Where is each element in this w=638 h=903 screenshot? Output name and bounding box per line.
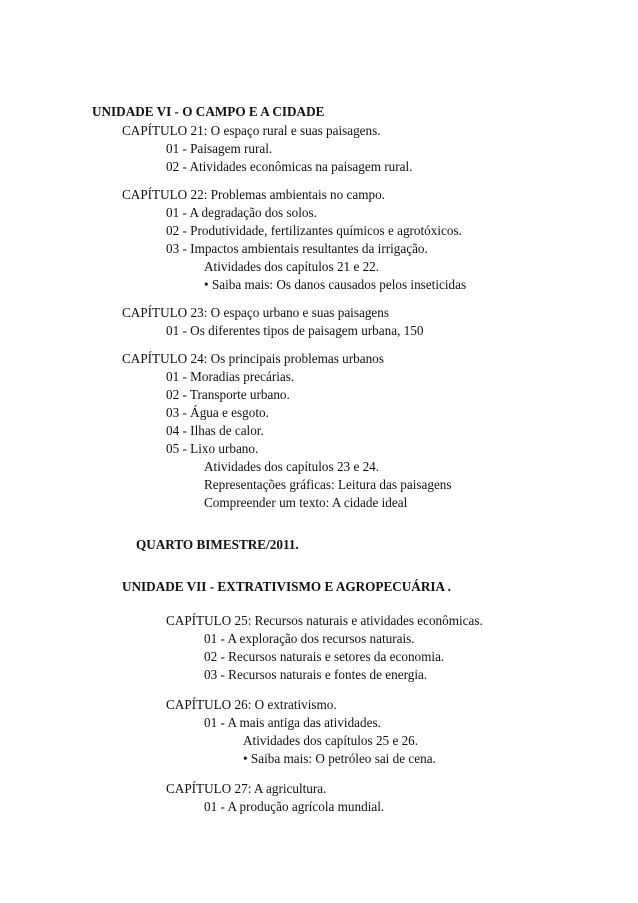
chapter-22-item: 01 - A degradação dos solos. bbox=[166, 205, 317, 220]
chapter-25-item: 02 - Recursos naturais e setores da economia. bbox=[204, 649, 445, 664]
chapter-21-item: 02 - Atividades econômicas na paisagem rural. bbox=[166, 159, 413, 174]
chapter-25-item: 03 - Recursos naturais e fontes de energia. bbox=[204, 667, 428, 682]
chapter-26-title: CAPÍTULO 26: O extrativismo. bbox=[166, 697, 337, 712]
chapter-27-item: 01 - A produção agrícola mundial. bbox=[204, 799, 385, 814]
chapter-24-item: 04 - Ilhas de calor. bbox=[166, 423, 264, 438]
chapter-24-item: 05 - Lixo urbano. bbox=[166, 441, 259, 456]
unit-6-title: UNIDADE VI - O CAMPO E A CIDADE bbox=[92, 104, 325, 119]
chapter-25-item: 01 - A exploração dos recursos naturais. bbox=[204, 631, 415, 646]
chapter-22-item: 03 - Impactos ambientais resultantes da irrigação. bbox=[166, 241, 428, 256]
bimester-heading: QUARTO BIMESTRE/2011. bbox=[136, 537, 299, 552]
chapter-24-activities: Atividades dos capítulos 23 e 24. bbox=[204, 459, 380, 474]
chapter-24-title: CAPÍTULO 24: Os principais problemas urbanos bbox=[122, 351, 384, 366]
chapter-24-item: 01 - Moradias precárias. bbox=[166, 369, 295, 384]
chapter-22-saiba-mais: • Saiba mais: Os danos causados pelos inseticidas bbox=[204, 277, 467, 292]
chapter-23-title: CAPÍTULO 23: O espaço urbano e suas paisagens bbox=[122, 305, 389, 320]
chapter-26-saiba-mais: • Saiba mais: O petróleo sai de cena. bbox=[243, 751, 436, 766]
chapter-24-text: Compreender um texto: A cidade ideal bbox=[204, 495, 408, 510]
chapter-22-title: CAPÍTULO 22: Problemas ambientais no campo. bbox=[122, 187, 385, 202]
chapter-27-title: CAPÍTULO 27: A agricultura. bbox=[166, 781, 327, 796]
chapter-21-title: CAPÍTULO 21: O espaço rural e suas paisagens. bbox=[122, 123, 381, 138]
chapter-26-item: 01 - A mais antiga das atividades. bbox=[204, 715, 381, 730]
chapter-21-item: 01 - Paisagem rural. bbox=[166, 141, 273, 156]
chapter-24-item: 03 - Água e esgoto. bbox=[166, 405, 269, 420]
chapter-26-activities: Atividades dos capítulos 25 e 26. bbox=[243, 733, 419, 748]
chapter-23-item: 01 - Os diferentes tipos de paisagem urbana, 150 bbox=[166, 323, 424, 338]
chapter-24-graphics: Representações gráficas: Leitura das paisagens bbox=[204, 477, 452, 492]
chapter-22-activities: Atividades dos capítulos 21 e 22. bbox=[204, 259, 380, 274]
unit-7-title: UNIDADE VII - EXTRATIVISMO E AGROPECUÁRIA . bbox=[122, 579, 451, 594]
chapter-25-title: CAPÍTULO 25: Recursos naturais e atividades econômicas. bbox=[166, 613, 483, 628]
chapter-22-item: 02 - Produtividade, fertilizantes químicos e agrotóxicos. bbox=[166, 223, 462, 238]
chapter-24-item: 02 - Transporte urbano. bbox=[166, 387, 290, 402]
